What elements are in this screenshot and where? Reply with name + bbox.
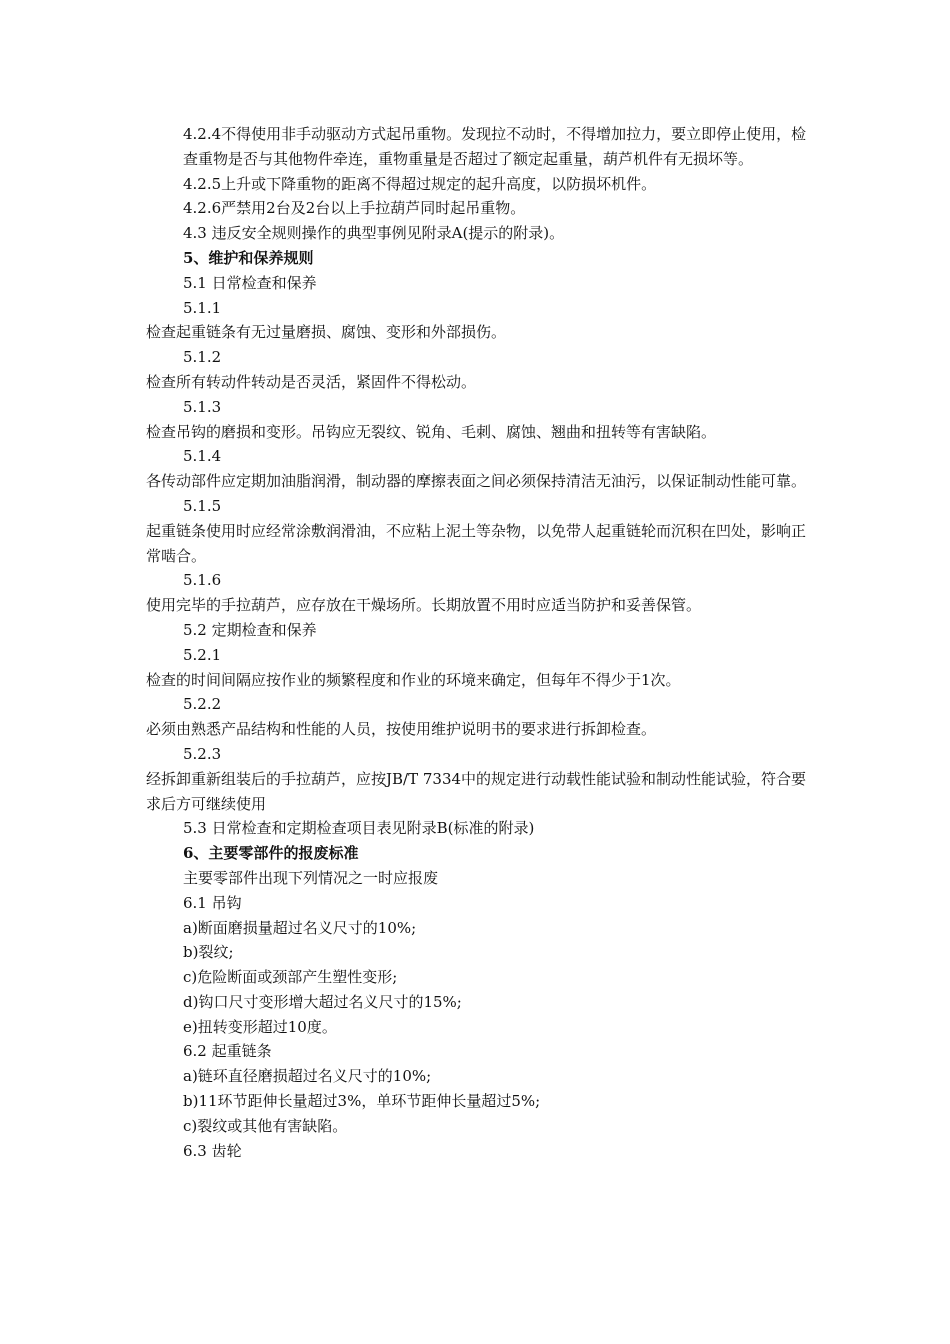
- text-line: 5.1.3: [183, 397, 222, 416]
- text-line: 5.1.5: [183, 496, 222, 515]
- text-line: 4.2.5上升或下降重物的距离不得超过规定的起升高度，以防损坏机件。: [183, 174, 657, 193]
- text-line: 各传动部件应定期加油脂润滑，制动器的摩擦表面之间必须保持清洁无油污，以保证制动性能可靠。: [146, 472, 807, 491]
- section-heading: 5、维护和保养规则: [183, 248, 314, 267]
- text-line: e)扭转变形超过10度。: [183, 1017, 337, 1036]
- text-line: b)11环节距伸长量超过3%，单环节距伸长量超过5%;: [183, 1092, 541, 1111]
- text-line: 4.2.6严禁用2台及2台以上手拉葫芦同时起吊重物。: [183, 199, 526, 218]
- text-line: 6.2 起重链条: [183, 1042, 272, 1061]
- text-line: 5.1.4: [183, 447, 222, 466]
- text-line: 检查所有转动件转动是否灵活，紧固件不得松动。: [146, 372, 477, 391]
- text-line: 5.1.6: [183, 571, 222, 590]
- text-line: d)钩口尺寸变形增大超过名义尺寸的15%;: [183, 992, 462, 1011]
- text-line: b)裂纹;: [183, 943, 234, 962]
- text-line: 4.2.4不得使用非手动驱动方式起吊重物。发现拉不动时，不得增加拉力，要立即停止使用，检查重物是否与其他物件牵连，重物重量是否超过了额定起重量，葫芦机件有无损坏等。: [183, 125, 807, 168]
- text-line: 5.2 定期检查和保养: [183, 620, 317, 639]
- text-line: 使用完毕的手拉葫芦，应存放在干燥场所。长期放置不用时应适当防护和妥善保管。: [146, 596, 702, 615]
- text-line: 经拆卸重新组装后的手拉葫芦，应按JB/T 7334中的规定进行动载性能试验和制动性能试验，符合要求后方可继续使用: [146, 769, 807, 813]
- text-line: a)断面磨损量超过名义尺寸的10%;: [183, 918, 417, 937]
- text-line: 5.3 日常检查和定期检查项目表见附录B(标准的附录): [183, 819, 535, 838]
- text-line: 起重链条使用时应经常涂敷润滑油，不应粘上泥土等杂物，以免带人起重链轮而沉积在凹处，影响正常啮合。: [146, 521, 807, 565]
- text-line: 主要零部件出现下列情况之一时应报废: [183, 868, 439, 887]
- text-line: 5.2.3: [183, 744, 222, 763]
- text-line: c)裂纹或其他有害缺陷。: [183, 1116, 348, 1135]
- text-line: 5.1 日常检查和保养: [183, 273, 317, 292]
- text-line: 5.1.2: [183, 348, 222, 367]
- text-line: c)危险断面或颈部产生塑性变形;: [183, 968, 398, 987]
- text-line: 检查起重链条有无过量磨损、腐蚀、变形和外部损伤。: [146, 323, 507, 342]
- text-line: a)链环直径磨损超过名义尺寸的10%;: [183, 1067, 432, 1086]
- text-line: 5.2.1: [183, 645, 222, 664]
- text-line: 5.2.2: [183, 695, 222, 714]
- text-line: 必须由熟悉产品结构和性能的人员，按使用维护说明书的要求进行拆卸检查。: [146, 720, 657, 739]
- document-body: [146, 122, 818, 1163]
- text-line: 6.3 齿轮: [183, 1141, 242, 1160]
- section-heading: 6、主要零部件的报废标准: [183, 844, 359, 863]
- text-line: 6.1 吊钩: [183, 893, 242, 912]
- text-line: 4.3 违反安全规则操作的典型事例见附录A(提示的附录)。: [183, 224, 565, 243]
- text-line: 检查的时间间隔应按作业的频繁程度和作业的环境来确定，但每年不得少于1次。: [146, 670, 681, 689]
- text-line: 检查吊钩的磨损和变形。吊钩应无裂纹、锐角、毛刺、腐蚀、翘曲和扭转等有害缺陷。: [146, 422, 717, 441]
- text-line: 5.1.1: [183, 298, 222, 317]
